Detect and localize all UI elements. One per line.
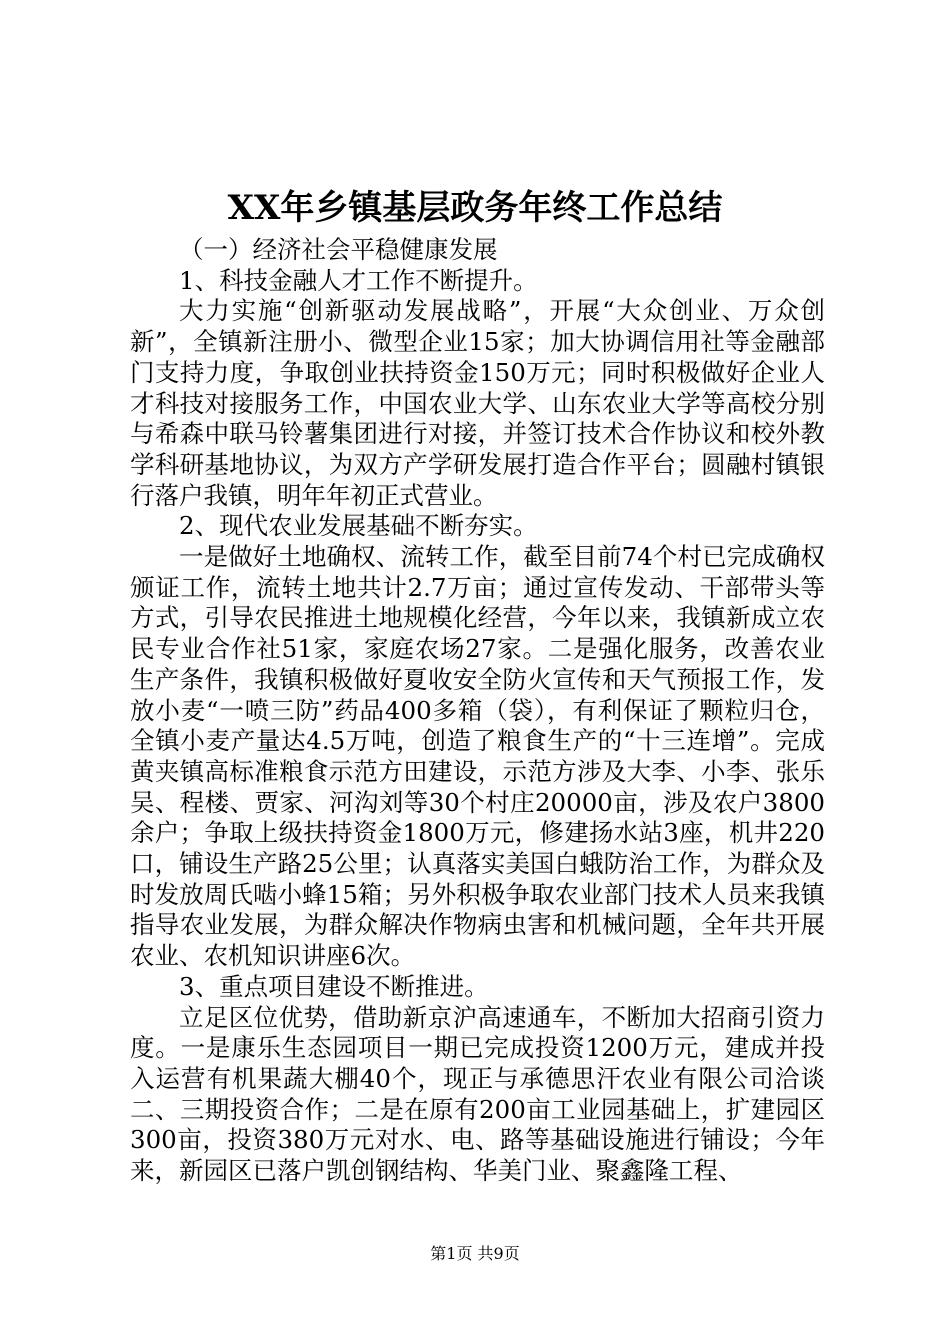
document-body: [130, 235, 825, 1187]
paragraph: 立足区位优势，借助新京沪高速通车，不断加大招商引资力度。一是康乐生态园项目一期已完成投资1200万元，建成并投入运营有机果蔬大棚40个，现正与承德思汗农业有限公司洽谈二、三期投资合作；二是在原有200亩工业园基础上，扩建园区300亩，投资380万元对水、电、路等基础设施进行铺设；今年来，新园区已落户凯创钢结构、华美门业、聚鑫隆工程、: [130, 1002, 825, 1186]
paragraph: 一是做好土地确权、流转工作，截至目前74个村已完成确权颁证工作，流转土地共计2.7万亩；通过宣传发动、干部带头等方式，引导农民推进土地规模化经营，今年以来，我镇新成立农民专业合作社51家，家庭农场27家。二是强化服务，改善农业生产条件，我镇积极做好夏收安全防火宣传和天气预报工作，发放小麦“一喷三防”药品400多箱（袋），有利保证了颗粒归仓，全镇小麦产量达4.5万吨，创造了粮食生产的“十三连增”。完成黄夹镇高标准粮食示范方田建设，示范方涉及大李、小李、张乐吴、程楼、贾家、河沟刘等30个村庄20000亩，涉及农户3800余户；争取上级扶持资金1800万元，修建扬水站3座，机井220口，铺设生产路25公里；认真落实美国白蛾防治工作，为群众及时发放周氏啮小蜂15箱；另外积极争取农业部门技术人员来我镇指导农业发展，为群众解决作物病虫害和机械问题，全年共开展农业、农机知识讲座6次。: [130, 542, 825, 971]
page-footer: 第1页 共9页: [430, 1244, 520, 1263]
section-heading: （一）经济社会平稳健康发展: [179, 235, 498, 264]
paragraph: 大力实施“创新驱动发展战略”，开展“大众创业、万众创新”，全镇新注册小、微型企业15家；加大协调信用社等金融部门支持力度，争取创业扶持资金150万元；同时积极做好企业人才科技对接服务工作，中国农业大学、山东农业大学等高校分别与希森中联马铃薯集团进行对接，并签订技术合作协议和校外教学科研基地协议，为双方产学研发展打造合作平台；圆融村镇银行落户我镇，明年年初正式营业。: [130, 296, 825, 510]
subsection-heading: 2、现代农业发展基础不断夯实。: [179, 511, 538, 541]
subsection-heading: 3、重点项目建设不断推进。: [179, 971, 489, 1001]
document-title: XX年乡镇基层政务年终工作总结: [227, 188, 723, 228]
subsection-heading: 1、科技金融人才工作不断提升。: [179, 265, 538, 295]
